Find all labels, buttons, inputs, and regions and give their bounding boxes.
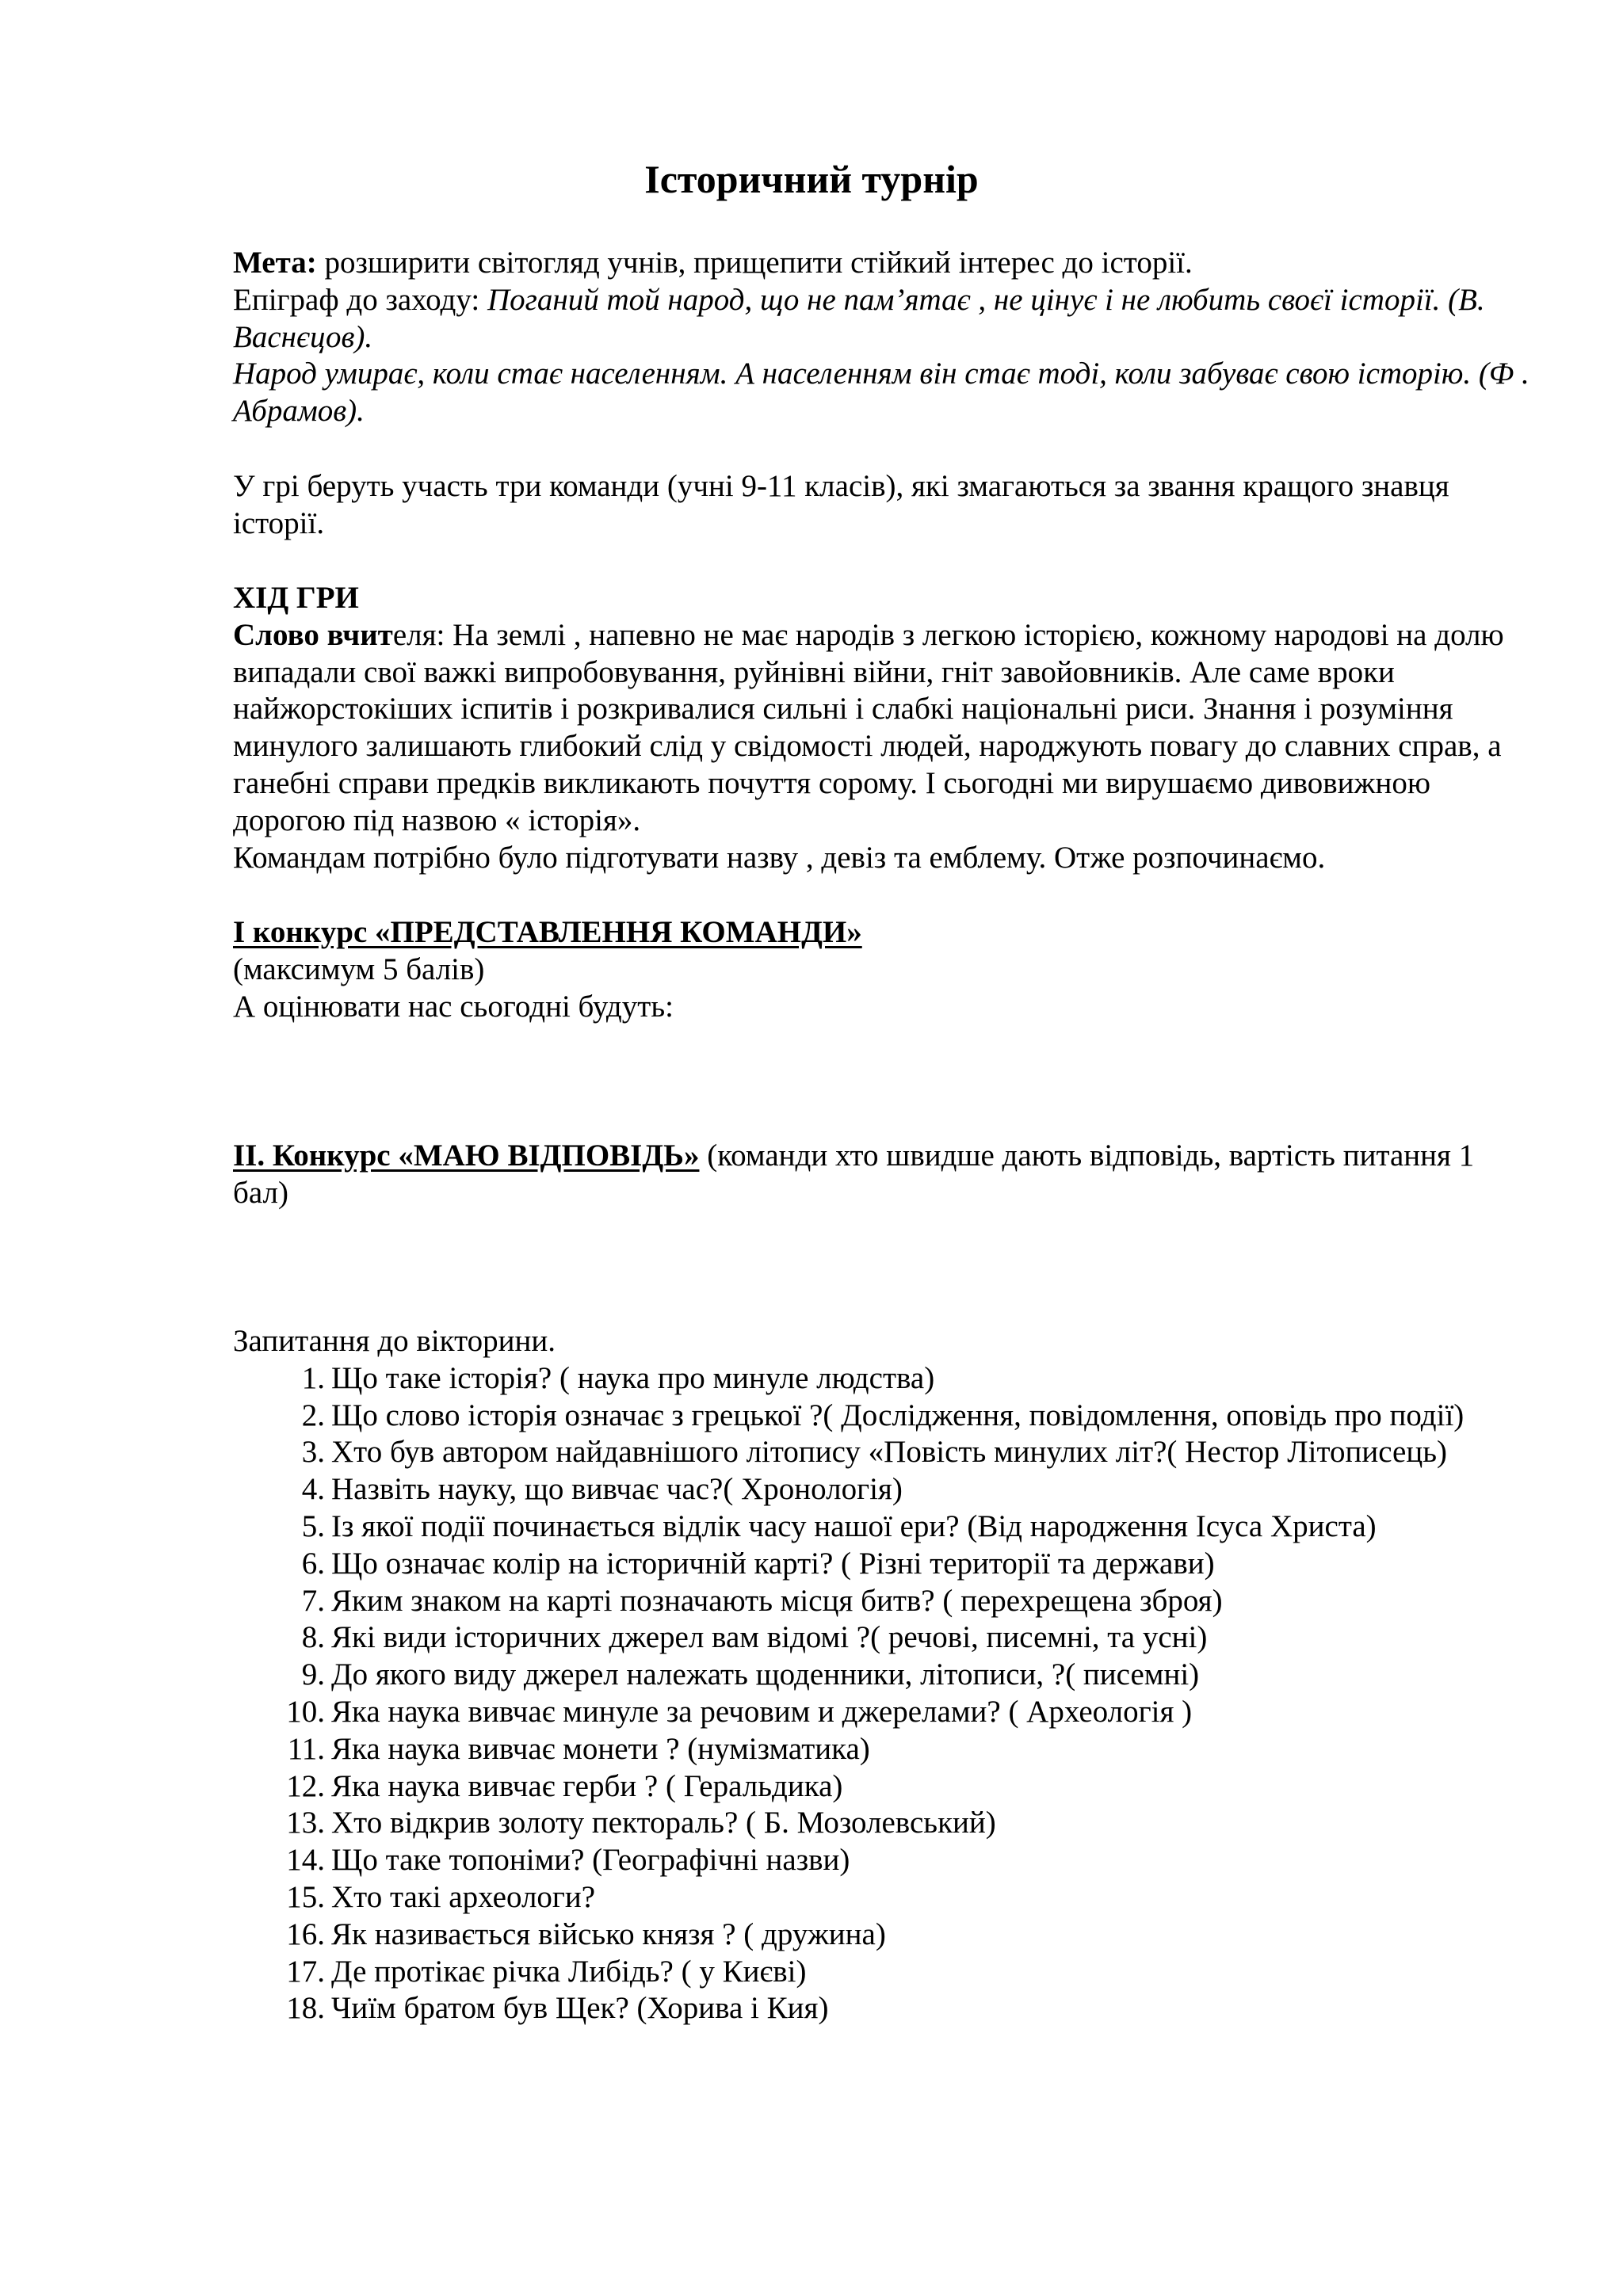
question-item [233,1990,1533,2027]
question-number: 4. [301,1472,325,1507]
question-item [233,1546,1533,1583]
question-number: 11. [287,1731,325,1766]
question-item [233,1731,1533,1768]
question-number: 16. [286,1917,325,1951]
question-text: До якого виду джерел належать щоденники, літописи, ?( писемні) [331,1657,1200,1692]
question-number: 9. [301,1657,325,1692]
question-text: Хто відкрив золоту пектораль? ( Б. Мозолевський) [331,1806,996,1840]
epigraph-label: Епіграф до заходу: [233,282,487,317]
intro-paragraph: У грі беруть участь три команди (учні 9-11 класів), які змагаються за звання кращого знавця історії. [233,469,1449,540]
contest-1-heading: І конкурс «ПРЕДСТАВЛЕННЯ КОМАНДИ» [233,915,862,949]
question-item [233,1917,1533,1954]
teacher-label-tail: еля [392,617,437,652]
question-number: 6. [301,1546,325,1581]
contest-2-block [233,1138,1533,1212]
question-text: Що слово історія означає з грецької ?( Дослідження, повідомлення, оповідь про події) [331,1398,1465,1432]
contest-2-line [233,1138,1533,1212]
epigraph-quote-1: Поганий той народ, що не пам’ятає , не цінує і не любить своєї історії. (В. Васнєцов). [233,282,1485,354]
epigraph-quote-2: Народ умирає, коли стає населенням. А населенням він стає тоді, коли забуває свою історію. (Ф . Абрамов). [233,357,1529,429]
questions-list [233,1360,1533,2027]
question-number: 10. [286,1694,325,1729]
question-text: Назвіть науку, що вивчає час?( Хронологія) [331,1472,903,1507]
question-number: 7. [301,1583,325,1618]
quiz-intro: Запитання до вікторини. [233,1324,556,1358]
contest-1-judges: А оцінювати нас сьогодні будуть: [233,989,674,1024]
question-item [233,1360,1533,1398]
prep-line: Командам потрібно було підготувати назву , девіз та емблему. Отже розпочинаємо. [233,840,1326,875]
question-item [233,1398,1533,1435]
contest-2-heading: ІІ. Конкурс «МАЮ ВІДПОВІДЬ» [233,1138,700,1173]
question-text: Із якої події починається відлік часу нашої ери? (Від народження Ісуса Христа) [331,1508,1377,1543]
teacher-paragraph [233,617,1533,840]
question-text: Які види історичних джерел вам відомі ?( речові, писемні, та усні) [331,1620,1208,1655]
question-text: Яка наука вивчає монети ? (нумізматика) [331,1731,870,1766]
question-text: Як називається військо князя ? ( дружина) [331,1917,886,1951]
teacher-text: : На землі , напевно не має народів з легкою історією, кожному народові на долю випадали свої важкі випробовування, руйнівні війни, гніт завойовників. Але саме вроки найжорстокіших іспитів і розкривалися сильні і слабкі національні риси. Знання і розуміння минулого залишають глибокий слід у свідомості людей, народжують повагу до славних справ, а ганебні справи предків викликають почуття сорому. І сьогодні ми вирушаємо дивовижною дорогою під назвою « історія». [233,617,1504,837]
question-text: Яка наука вивчає герби ? ( Геральдика) [331,1768,843,1803]
document-title: Історичний турнір [644,157,979,201]
question-item [233,1619,1533,1657]
question-number: 12. [286,1768,325,1803]
epigraph-line [233,282,1533,357]
goal-line [233,245,1533,282]
question-item [233,1508,1533,1546]
contest-2-text: (команди хто швидше дають відповідь, вартість питання 1 бал) [233,1138,1475,1210]
question-number: 15. [286,1879,325,1914]
contest-1-max: (максимум 5 балів) [233,952,485,986]
question-text: Що таке історія? ( наука про минуле людства) [331,1360,935,1395]
quiz-block [233,1323,1533,2027]
game-heading: ХІД ГРИ [233,581,359,615]
question-number: 2. [301,1398,325,1432]
goal-label: Мета: [233,246,317,280]
question-text: Де протікає річка Либідь? ( у Києві) [331,1954,807,1989]
question-item [233,1657,1533,1694]
question-number: 17. [286,1954,325,1989]
question-number: 18. [286,1991,325,2026]
goal-block [233,245,1533,430]
question-text: Чиїм братом був Щек? (Хорива і Кия) [331,1991,829,2026]
question-text: Що таке топоніми? (Географічні назви) [331,1843,850,1878]
question-number: 13. [286,1806,325,1840]
question-number: 14. [286,1843,325,1878]
teacher-label: Слово вчит [233,617,393,652]
question-text: Хто такі археологи? [331,1879,596,1914]
contest-1-block [233,914,1533,1025]
question-item [233,1583,1533,1620]
question-item [233,1768,1533,1806]
question-item [233,1434,1533,1471]
question-text: Яка наука вивчає минуле за речовим и джерелами? ( Археологія ) [331,1694,1193,1729]
game-block [233,580,1533,876]
question-number: 1. [301,1360,325,1395]
question-text: Що означає колір на історичній карті? ( Різні території та держави) [331,1546,1215,1581]
question-item [233,1879,1533,1917]
question-number: 8. [301,1620,325,1655]
goal-text: розширити світогляд учнів, прищепити стійкий інтерес до історії. [316,246,1193,280]
question-item [233,1954,1533,1991]
question-item [233,1842,1533,1879]
question-number: 3. [301,1435,325,1470]
question-text: Хто був автором найдавнішого літопису «Повість минулих літ?( Нестор Літописець) [331,1435,1447,1470]
question-text: Яким знаком на карті позначають місця битв? ( перехрещена зброя) [331,1583,1223,1618]
question-item [233,1694,1533,1731]
question-item [233,1805,1533,1842]
question-item [233,1471,1533,1508]
question-number: 5. [301,1508,325,1543]
